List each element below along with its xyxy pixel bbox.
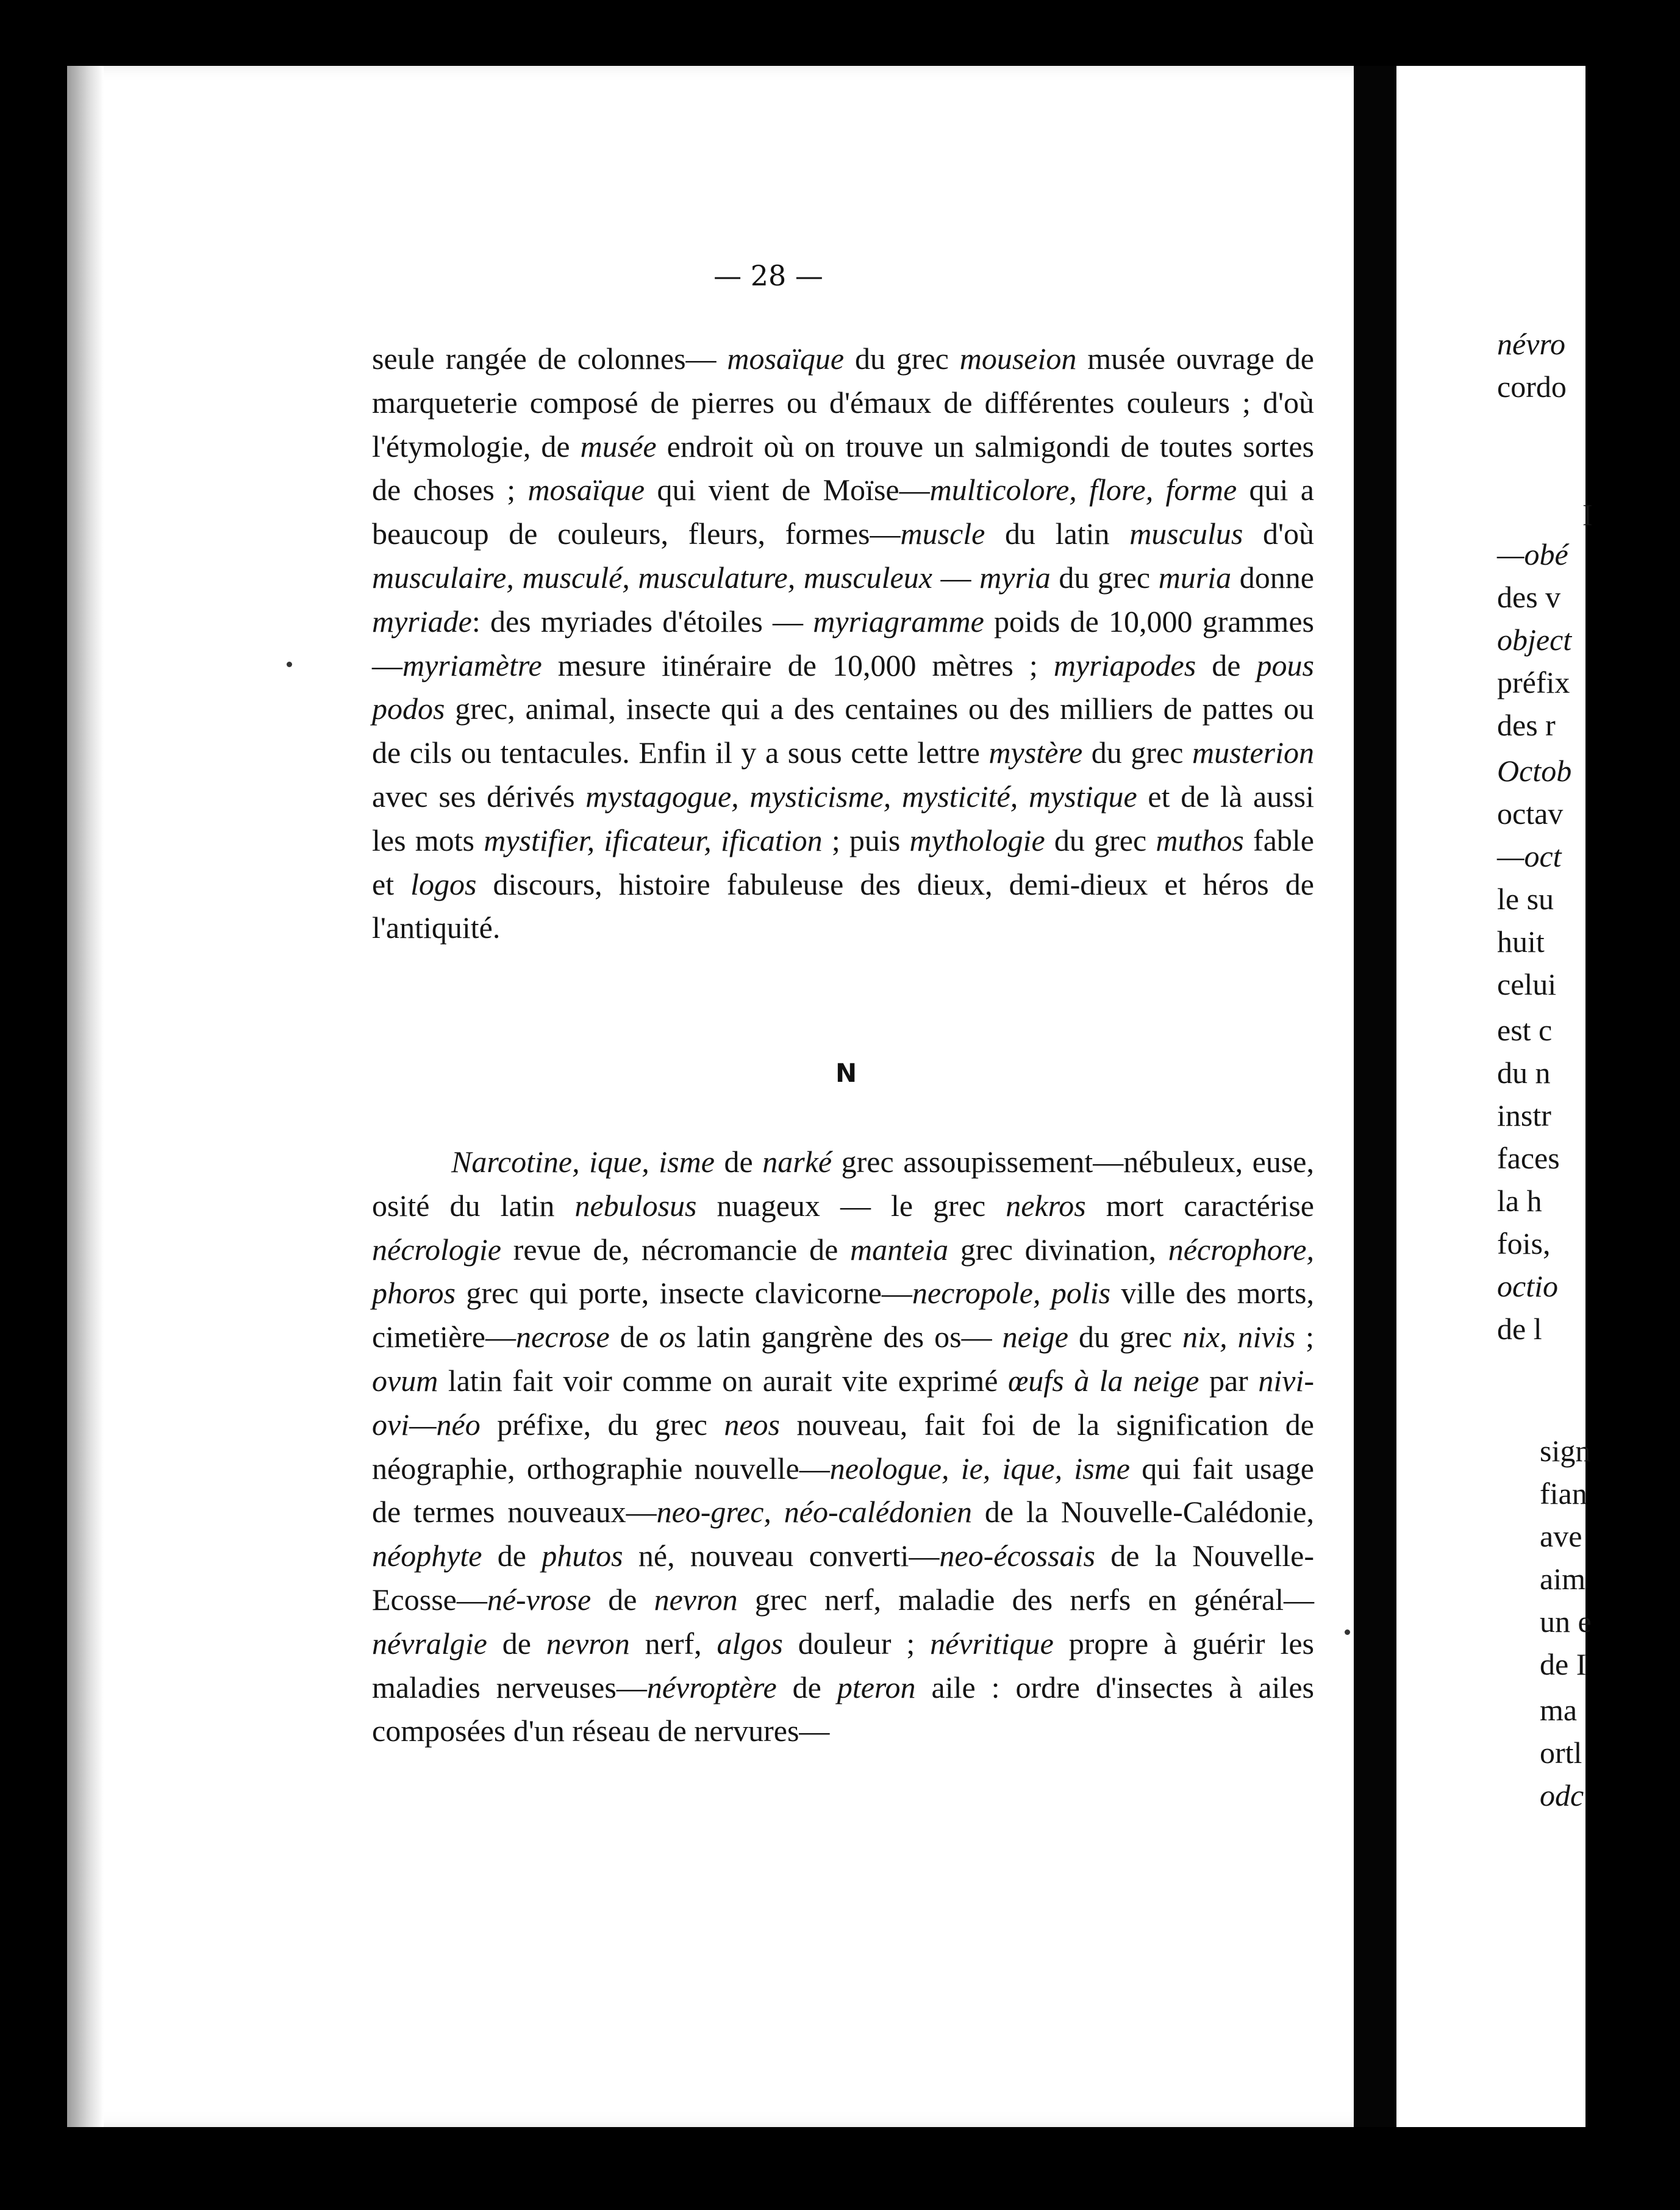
italic-term: logos bbox=[410, 867, 477, 901]
right-page-line: sign bbox=[1540, 1434, 1591, 1468]
text-run: de bbox=[1196, 648, 1257, 682]
text-run: grec qui porte, insecte clavicorne— bbox=[456, 1276, 912, 1311]
text-run: de la Nouvelle-Calédonie, bbox=[971, 1495, 1314, 1529]
right-page-line: —obé bbox=[1497, 537, 1568, 571]
text-run: de bbox=[714, 1145, 763, 1179]
text-run: de bbox=[776, 1670, 837, 1704]
text-run: donne bbox=[1231, 560, 1314, 595]
text-run: qui a beaucoup de couleurs, fleurs, formes— bbox=[372, 473, 1314, 551]
italic-term: myriade bbox=[372, 604, 472, 638]
text-run: du grec bbox=[1082, 735, 1192, 770]
right-page-line: Octob bbox=[1497, 754, 1572, 788]
italic-term: musterion bbox=[1192, 735, 1314, 770]
right-page-line: huit bbox=[1497, 924, 1545, 959]
text-run: et de là aussi les mots bbox=[372, 779, 1314, 857]
text-run: de bbox=[487, 1626, 546, 1661]
text-run: du grec bbox=[1045, 823, 1156, 857]
text-run: musée ouvrage de marqueterie composé de pierres ou d'émaux de différentes couleurs ; d'où l'étymologie, de bbox=[372, 342, 1314, 463]
italic-term: mystifier, ificateur, ification bbox=[484, 823, 823, 857]
italic-term: muthos bbox=[1156, 823, 1244, 857]
text-run: grec assoupissement—nébuleux, euse, osité du latin bbox=[372, 1145, 1314, 1223]
italic-term: mouseion bbox=[959, 342, 1077, 376]
italic-term: myria bbox=[979, 560, 1051, 595]
italic-term: neos bbox=[724, 1407, 780, 1442]
italic-term: nécrophore, phoros bbox=[372, 1232, 1314, 1311]
right-page-line: instr bbox=[1497, 1098, 1551, 1132]
italic-term: néophyte bbox=[372, 1539, 482, 1573]
italic-term: né-vrose bbox=[487, 1582, 592, 1617]
text-run: — bbox=[932, 560, 980, 595]
right-page-line: celui bbox=[1497, 967, 1557, 1001]
text-run: ; bbox=[1295, 1320, 1314, 1354]
right-page-line: octav bbox=[1497, 796, 1564, 831]
text-run: grec divination, bbox=[948, 1232, 1168, 1267]
text-run: de bbox=[609, 1320, 659, 1354]
text-run: avec ses dérivés bbox=[372, 779, 586, 814]
text-run: endroit où on trouve un salmigondi de toutes sortes de choses ; bbox=[372, 429, 1315, 507]
italic-term: nix, nivis bbox=[1182, 1320, 1296, 1354]
italic-term: myriapodes bbox=[1053, 648, 1196, 682]
italic-term: musculus bbox=[1129, 517, 1243, 551]
italic-term: mystagogue, mysticisme, mysticité, mystique bbox=[585, 779, 1137, 814]
right-page-line: odc bbox=[1540, 1778, 1584, 1812]
paragraph-m-entries bbox=[372, 337, 1314, 950]
right-page-line: faces bbox=[1497, 1141, 1560, 1175]
italic-term: Narcotine, ique, isme bbox=[451, 1145, 715, 1179]
right-page-line: un e bbox=[1540, 1604, 1592, 1639]
italic-term: ovum bbox=[372, 1363, 438, 1398]
italic-term: neige bbox=[1002, 1320, 1068, 1354]
text-run: ; puis bbox=[822, 823, 910, 857]
right-page-line: ortl bbox=[1540, 1736, 1582, 1770]
text-run: seule rangée de colonnes— bbox=[372, 342, 727, 376]
text-run: par bbox=[1199, 1363, 1259, 1398]
right-page-line: de l bbox=[1497, 1312, 1542, 1346]
text-run: latin gangrène des os— bbox=[686, 1320, 1003, 1354]
right-page-line: cordo bbox=[1497, 370, 1567, 404]
italic-term: musée bbox=[580, 429, 657, 463]
italic-term: os bbox=[659, 1320, 687, 1354]
italic-term: myriagramme bbox=[813, 604, 984, 638]
page-number: — 28 — bbox=[713, 259, 823, 292]
right-page-line: la h bbox=[1497, 1184, 1542, 1218]
right-page-line: fois, bbox=[1497, 1226, 1551, 1261]
stray-mark bbox=[1345, 1629, 1350, 1635]
italic-term: œufs à la neige bbox=[1007, 1363, 1199, 1398]
right-page-line: préfix bbox=[1497, 665, 1570, 699]
italic-term: manteia bbox=[850, 1232, 949, 1267]
section-letter-heading: N bbox=[835, 1058, 857, 1088]
italic-term: mystère bbox=[988, 735, 1083, 770]
right-page-line: de I bbox=[1540, 1647, 1587, 1681]
text-run: du grec bbox=[1068, 1320, 1183, 1354]
italic-term: nevron bbox=[654, 1582, 738, 1617]
text-run: latin fait voir comme on aurait vite exprimé bbox=[438, 1363, 1008, 1398]
italic-term: multicolore, flore, forme bbox=[929, 473, 1237, 507]
paragraph-2 bbox=[372, 1140, 1314, 1753]
text-run: : des myriades d'étoiles — bbox=[471, 604, 813, 638]
italic-term: neo-grec, néo-calédonien bbox=[656, 1495, 972, 1529]
italic-term: narké bbox=[762, 1145, 832, 1179]
right-page-line: octio bbox=[1497, 1269, 1558, 1303]
italic-term: nivi-ovi—néo bbox=[372, 1363, 1314, 1442]
text-run: de bbox=[591, 1582, 654, 1617]
italic-term: nekros bbox=[1006, 1188, 1086, 1223]
text-run: né, nouveau converti— bbox=[623, 1539, 940, 1573]
paragraph-n-entries bbox=[372, 1140, 1314, 1753]
italic-term: mosaïque bbox=[727, 342, 845, 376]
italic-term: musculaire, musculé, musculature, musculeux bbox=[372, 560, 932, 595]
italic-term: muria bbox=[1158, 560, 1232, 595]
text-run: du latin bbox=[985, 517, 1130, 551]
text-run: qui vient de Moïse— bbox=[645, 473, 930, 507]
text-run: grec, animal, insecte qui a des centaines ou des milliers de pattes ou de cils ou tentacules. Enfin il y a sous cette lettre bbox=[372, 692, 1314, 770]
text-run: nuageux — le grec bbox=[696, 1188, 1006, 1223]
right-page-line: —oct bbox=[1497, 839, 1562, 873]
text-run: propre à guérir les maladies nerveuses— bbox=[372, 1626, 1314, 1704]
text-run: mesure itinéraire de 10,000 mètres ; bbox=[542, 648, 1054, 682]
text-run: nouveau, fait foi de la signification de néographie, orthographie nouvelle— bbox=[372, 1407, 1314, 1486]
right-page-line: le su bbox=[1497, 882, 1554, 916]
text-run: d'où bbox=[1243, 517, 1314, 551]
italic-term: pous podos bbox=[372, 648, 1314, 726]
text-run: de bbox=[482, 1539, 542, 1573]
italic-term: necropole, polis bbox=[912, 1276, 1111, 1311]
text-run: du grec bbox=[844, 342, 960, 376]
italic-term: algos bbox=[717, 1626, 783, 1661]
italic-term: névroptère bbox=[646, 1670, 777, 1704]
stray-mark bbox=[287, 662, 292, 667]
right-page-line: aim bbox=[1540, 1562, 1585, 1596]
italic-term: névralgie bbox=[372, 1626, 487, 1661]
right-page-line: fian bbox=[1540, 1476, 1587, 1511]
right-page-line: ma bbox=[1540, 1693, 1578, 1727]
right-page-line: ave bbox=[1540, 1519, 1582, 1553]
text-run: mort caractérise bbox=[1085, 1188, 1314, 1223]
italic-term: nebulosus bbox=[574, 1188, 697, 1223]
right-page-line: I bbox=[1582, 498, 1593, 532]
paragraph-1 bbox=[372, 337, 1314, 950]
text-run: revue de, nécromancie de bbox=[501, 1232, 851, 1267]
italic-term: muscle bbox=[900, 517, 985, 551]
text-run: poids de 10,000 grammes— bbox=[372, 604, 1314, 682]
italic-term: nécrologie bbox=[372, 1232, 501, 1267]
italic-term: necrose bbox=[516, 1320, 610, 1354]
italic-term: pteron bbox=[837, 1670, 916, 1704]
italic-term: neo-écossais bbox=[939, 1539, 1095, 1573]
text-run: fable et bbox=[372, 823, 1314, 901]
text-run: de la Nouvelle-Ecosse— bbox=[372, 1539, 1314, 1617]
right-page-line: object bbox=[1497, 623, 1572, 657]
book-gutter bbox=[1354, 66, 1396, 2127]
text-run: grec nerf, maladie des nerfs en général— bbox=[737, 1582, 1314, 1617]
right-page-line: du n bbox=[1497, 1056, 1551, 1090]
italic-term: myriamètre bbox=[402, 648, 542, 682]
italic-term: névritique bbox=[930, 1626, 1054, 1661]
italic-term: mosaïque bbox=[527, 473, 645, 507]
text-run: douleur ; bbox=[782, 1626, 931, 1661]
right-page-line: névro bbox=[1497, 327, 1565, 361]
text-run: aile : ordre d'insectes à ailes composées d'un réseau de nervures— bbox=[372, 1670, 1314, 1748]
text-run: ville des morts, cimetière— bbox=[372, 1276, 1314, 1354]
right-page-line: des r bbox=[1497, 708, 1556, 742]
right-page-line: est c bbox=[1497, 1013, 1553, 1047]
text-run: nerf, bbox=[629, 1626, 717, 1661]
italic-term: nevron bbox=[546, 1626, 630, 1661]
text-run: discours, histoire fabuleuse des dieux, demi-dieux et héros de l'antiquité. bbox=[372, 867, 1314, 945]
right-page-line: des v bbox=[1497, 580, 1561, 614]
text-run: préfixe, du grec bbox=[480, 1407, 724, 1442]
italic-term: phutos bbox=[542, 1539, 623, 1573]
text-run: qui fait usage de termes nouveaux— bbox=[372, 1451, 1314, 1529]
italic-term: mythologie bbox=[909, 823, 1045, 857]
text-run: du grec bbox=[1050, 560, 1159, 595]
italic-term: neologue, ie, ique, isme bbox=[829, 1451, 1130, 1486]
